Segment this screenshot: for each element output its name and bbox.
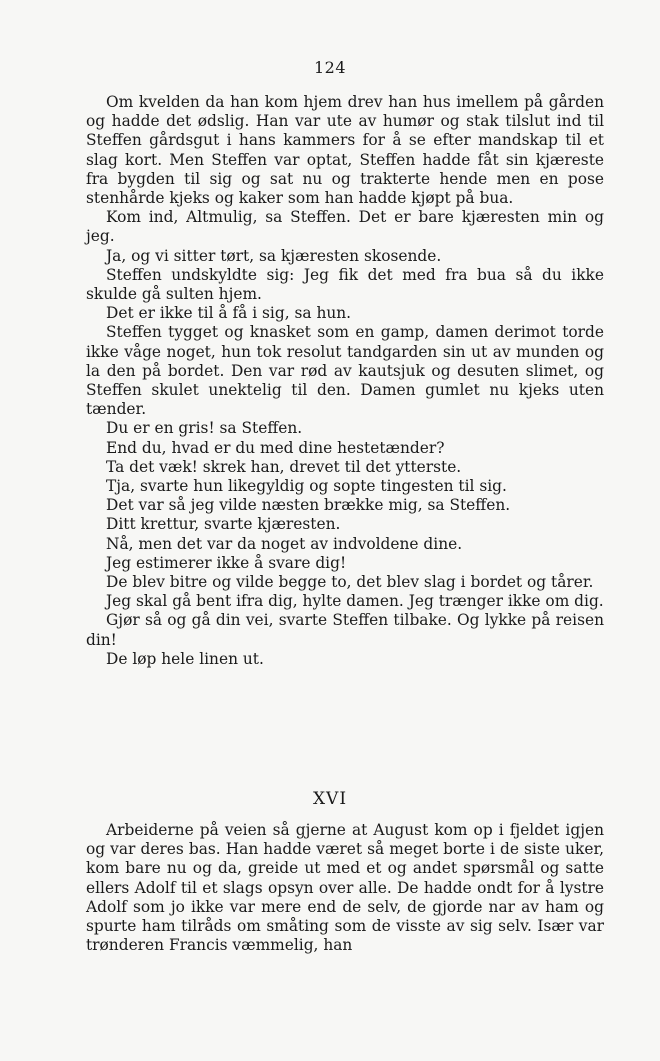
paragraph: End du, hvad er du med dine hestetænder?	[106, 438, 445, 457]
paragraph: Tja, svarte hun likegyldig og sopte tingesten til sig.	[106, 477, 507, 496]
paragraph: Det er ikke til å få i sig, sa hun.	[106, 304, 352, 323]
paragraph: Jeg skal gå bent ifra dig, hylte damen. Jeg trænger ikke om dig.	[106, 592, 604, 611]
paragraph: Nå, men det var da noget av indvoldene dine.	[106, 534, 463, 553]
paragraph: Det var så jeg vilde næsten brække mig, sa Steffen.	[106, 496, 511, 515]
paragraph: Gjør så og gå din vei, svarte Steffen tilbake. Og lykke på reisen din!	[86, 611, 604, 649]
paragraph: Steffen tygget og knasket som en gamp, damen derimot torde ikke våge noget, hun tok resolut tandgarden sin ut av munden og la den på bordet. Den var rød av kautsjuk og desuten slimet, og Steffen skulet unektelig til den. Damen gumlet nu kjeks uten tænder.	[86, 323, 604, 419]
paragraph: Du er en gris! sa Steffen.	[106, 419, 303, 438]
paragraph: Steffen undskyldte sig: Jeg fik det med fra bua så du ikke skulde gå sulten hjem.	[86, 265, 604, 304]
paragraph: Ja, og vi sitter tørt, sa kjæresten skosende.	[106, 246, 442, 265]
chapter-text	[86, 821, 604, 955]
chapter-heading: XVI	[312, 789, 348, 809]
section-1-text	[86, 93, 604, 669]
page-number: 124	[313, 58, 347, 77]
paragraph: Arbeiderne på veien så gjerne at August kom op i fjeldet igjen og var deres bas. Han hadde været så meget borte i de siste uker, kom bare nu og da, greide ut med et og andet spørsmål og satte ellers Adolf til et slags opsyn over alle. De hadde ondt for å lystre Adolf som jo ikke var mere end de selv, de gjorde nar av ham og spurte ham tilråds om småting som de visste av sig selv. Især var trønderen Francis væmmelig, han	[86, 821, 604, 955]
paragraph: Ta det væk! skrek han, drevet til det ytterste.	[106, 457, 462, 476]
paragraph: Kom ind, Altmulig, sa Steffen. Det er bare kjæresten min og jeg.	[86, 208, 604, 246]
paragraph: De løp hele linen ut.	[106, 649, 264, 668]
paragraph: De blev bitre og vilde begge to, det blev slag i bordet og tårer.	[106, 573, 594, 592]
paragraph: Jeg estimerer ikke å svare dig!	[106, 553, 347, 572]
paragraph: Ditt krettur, svarte kjæresten.	[106, 515, 341, 534]
paragraph: Om kvelden da han kom hjem drev han hus imellem på gården og hadde det ødslig. Han var ute av humør og stak tilslut ind til Steffen gårdsgut i hans kammers for å se efter mandskap til et slag kort. Men Steffen var optat, Steffen hadde fåt sin kjæreste fra bygden til sig og sat nu og trakterte hende men en pose stenhårde kjeks og kaker som han hadde kjøpt på bua.	[86, 93, 604, 208]
